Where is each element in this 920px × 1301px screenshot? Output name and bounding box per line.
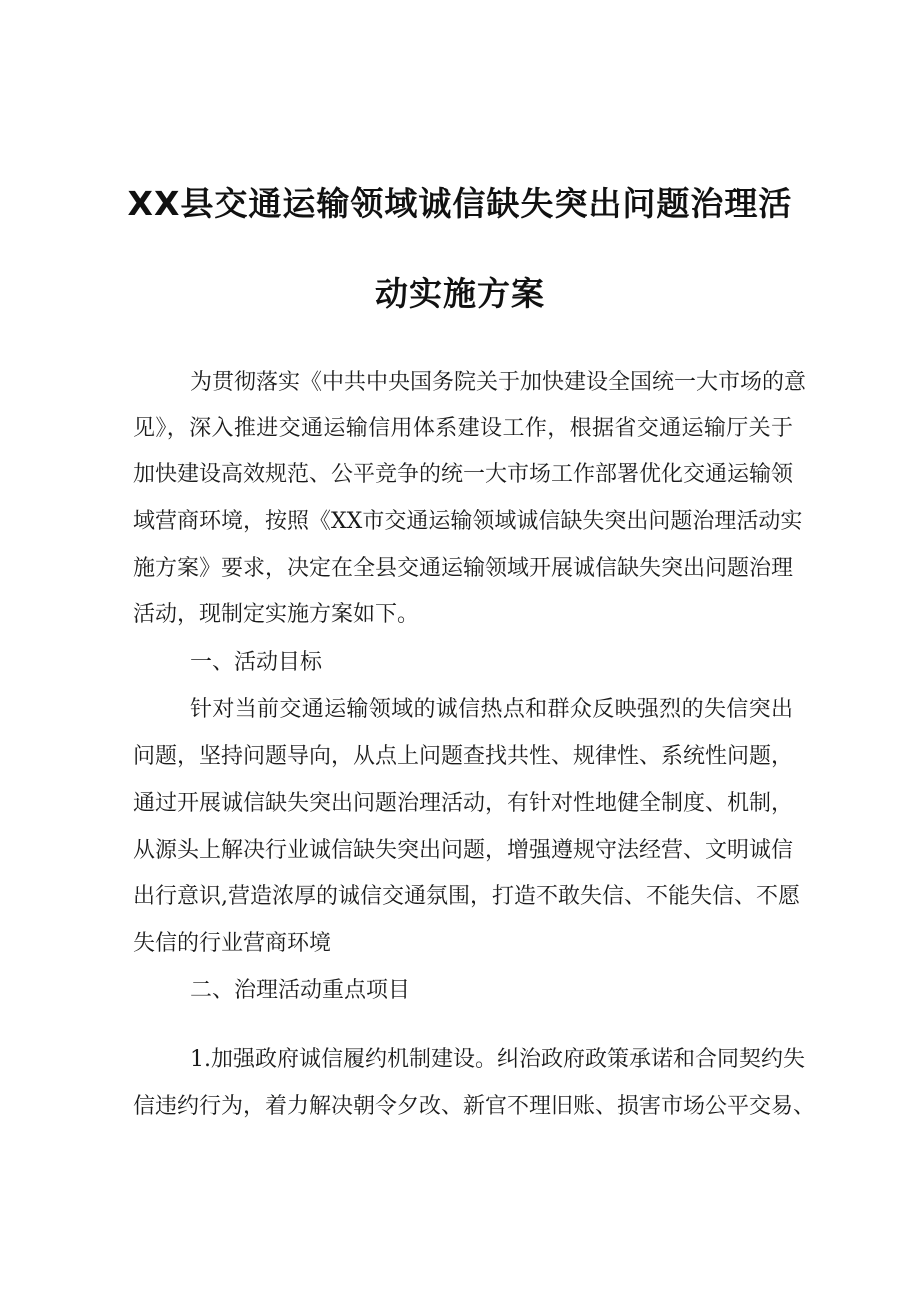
- intro-paragraph-line: 施方案》要求，决定在全县交通运输领域开展诚信缺失突出问题治理: [133, 556, 794, 581]
- section-heading-goals: 一、活动目标: [190, 650, 323, 675]
- item-1-paragraph-line: 1.加强政府诚信履约机制建设。纠治政府政策承诺和合同契约失: [190, 1047, 805, 1072]
- intro-paragraph-line: 为贯彻落实《中共中央国务院关于加快建设全国统一大市场的意: [190, 370, 807, 395]
- document-title-line-1: XX县交通运输领域诚信缺失突出问题治理活: [127, 184, 793, 223]
- goals-paragraph-line: 失信的行业营商环境: [133, 931, 332, 956]
- goals-paragraph-line: 从源头上解决行业诚信缺失突出问题，增强遵规守法经营、文明诚信: [133, 838, 794, 863]
- goals-paragraph-line: 出行意识,营造浓厚的诚信交通氛围，打造不敢失信、不能失信、不愿: [133, 884, 800, 909]
- section-heading-key-projects: 二、治理活动重点项目: [190, 978, 411, 1003]
- goals-paragraph-line: 通过开展诚信缺失突出问题治理活动，有针对性地健全制度、机制，: [133, 791, 794, 816]
- intro-paragraph-line: 加快建设高效规范、公平竞争的统一大市场工作部署优化交通运输领: [133, 462, 794, 487]
- intro-paragraph-line: 活动，现制定实施方案如下。: [133, 602, 420, 627]
- document-title-line-2: 动实施方案: [375, 274, 545, 313]
- intro-paragraph-line: 见》，深入推进交通运输信用体系建设工作，根据省交通运输厅关于: [133, 416, 793, 441]
- intro-paragraph-line: 域营商环境，按照《XX市交通运输领域诚信缺失突出问题治理活动实: [133, 509, 803, 534]
- item-1-paragraph-line: 信违约行为，着力解决朝令夕改、新官不理旧账、损害市场公平交易、: [133, 1094, 816, 1119]
- goals-paragraph-line: 针对当前交通运输领域的诚信热点和群众反映强烈的失信突出: [190, 697, 793, 722]
- goals-paragraph-line: 问题，坚持问题导向，从点上问题查找共性、规律性、系统性问题，: [133, 744, 794, 769]
